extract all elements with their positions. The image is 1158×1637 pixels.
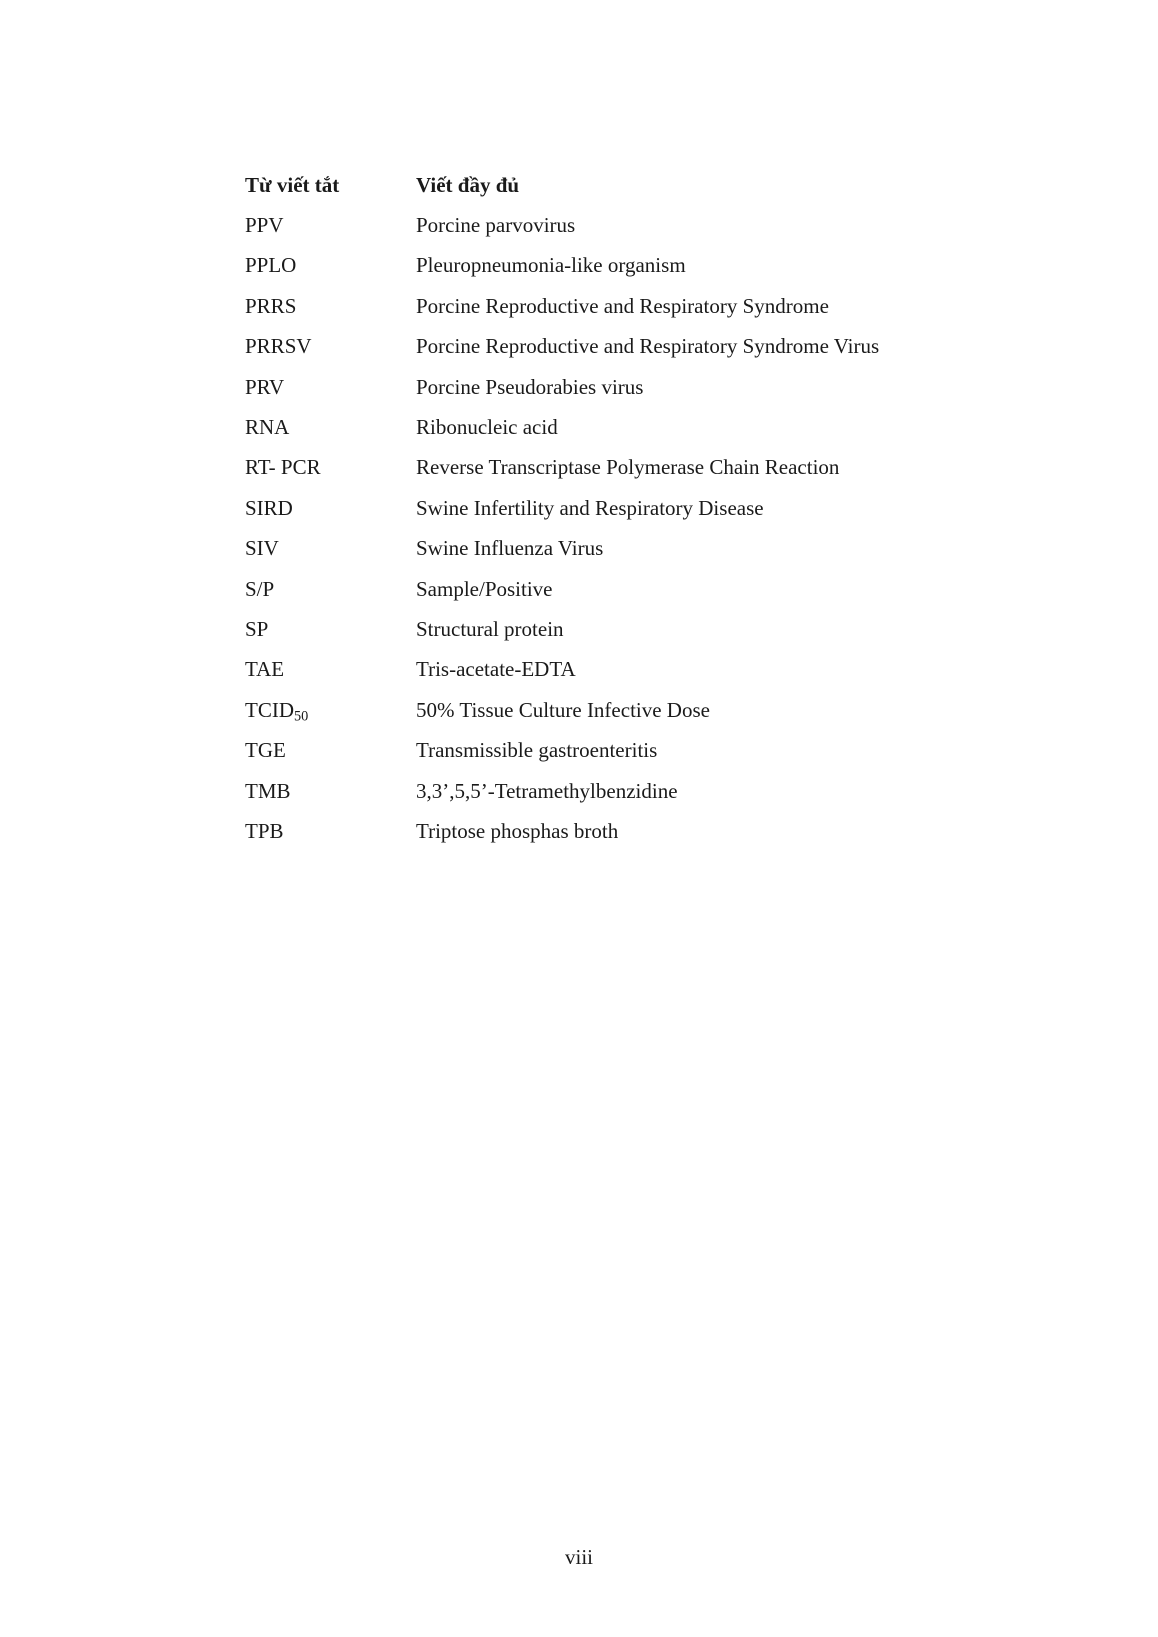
table-row (245, 327, 879, 367)
full-name: Porcine Pseudorabies virus (416, 374, 644, 399)
table-row (245, 690, 879, 730)
abbreviation: PPLO (245, 253, 297, 278)
abbreviation: TGE (245, 738, 286, 763)
table-row (245, 488, 879, 528)
abbreviation: SIV (245, 536, 279, 561)
abbreviation: PRV (245, 374, 285, 399)
full-name: Reverse Transcriptase Polymerase Chain Reaction (416, 455, 840, 480)
abbreviation: S/P (245, 576, 275, 601)
abbreviation: PRRSV (245, 334, 312, 359)
full-name: Sample/Positive (416, 576, 553, 601)
full-name: Swine Infertility and Respiratory Disease (416, 495, 764, 520)
full-name: Pleuropneumonia-like organism (416, 253, 686, 278)
abbreviation: TMB (245, 778, 291, 803)
full-name: Ribonucleic acid (416, 415, 558, 440)
abbreviation: PRRS (245, 293, 297, 318)
full-name: Structural protein (416, 616, 564, 641)
full-name: Transmissible gastroenteritis (416, 738, 658, 763)
table-row (245, 730, 879, 770)
full-name: 50% Tissue Culture Infective Dose (416, 697, 710, 722)
abbreviation-subscript: 50 (294, 708, 309, 725)
full-name: Swine Influenza Virus (416, 536, 604, 561)
table-header (245, 165, 879, 205)
table-row (245, 609, 879, 649)
table-row (245, 529, 879, 569)
table-row (245, 448, 879, 488)
full-name: 3,3’,5,5’-Tetramethylbenzidine (416, 778, 678, 803)
abbreviation: TPB (245, 818, 284, 843)
table-row (245, 246, 879, 286)
abbreviation: SP (245, 616, 269, 641)
table-row (245, 569, 879, 609)
full-name: Porcine Reproductive and Respiratory Syndrome Virus (416, 334, 880, 359)
header-abbreviation: Từ viết tắt (245, 172, 340, 197)
full-name: Porcine Reproductive and Respiratory Syndrome (416, 293, 829, 318)
table-row (245, 367, 879, 407)
abbreviation: PPV (245, 213, 284, 238)
abbreviation: SIRD (245, 495, 293, 520)
abbreviation: TAE (245, 657, 285, 682)
abbreviation: RNA (245, 415, 290, 440)
table-row (245, 407, 879, 447)
table-row (245, 771, 879, 811)
table-row (245, 205, 879, 245)
full-name: Tris-acetate-EDTA (416, 657, 576, 682)
page-number: viii (564, 1545, 593, 1569)
header-full-name: Viết đầy đủ (416, 172, 520, 197)
table-row (245, 811, 879, 851)
abbreviation-table (245, 165, 879, 852)
abbreviation (245, 697, 416, 725)
table-row (245, 286, 879, 326)
abbreviation: RT- PCR (245, 455, 321, 480)
table-row (245, 650, 879, 690)
abbreviation-base: TCID (245, 697, 294, 722)
full-name: Porcine parvovirus (416, 213, 576, 238)
full-name: Triptose phosphas broth (416, 818, 619, 843)
